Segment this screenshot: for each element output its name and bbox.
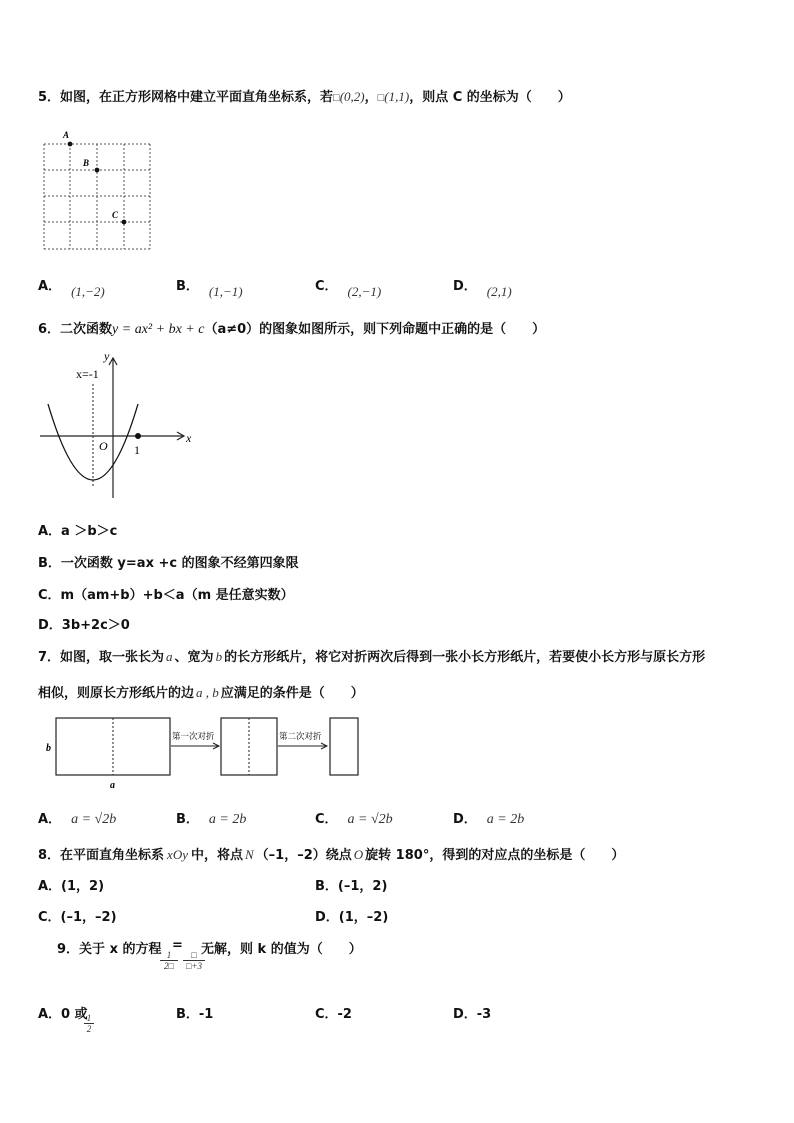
q6-axis-line-label: x=-1 bbox=[76, 367, 99, 381]
point-b-label: B bbox=[83, 158, 90, 168]
q5-coord-b: (1,1) bbox=[384, 89, 410, 104]
q9-option-c: C．-2 bbox=[315, 1007, 352, 1022]
q8-stem-text-c: （–1，–2）绕点 bbox=[255, 848, 352, 863]
q5-stem-text-b: ，则点 C 的坐标为（ ） bbox=[409, 90, 571, 105]
q9-frac1-numerator: 1 bbox=[166, 950, 172, 960]
q5-option-b-value: (1,−1) bbox=[208, 284, 243, 299]
q7-vars-ab: a , b bbox=[196, 685, 219, 700]
q7-option-d-value: a = 2b bbox=[486, 812, 525, 827]
q7-option-b-letter: B． bbox=[176, 812, 199, 827]
q8-option-b: B．(–1，2) bbox=[315, 879, 388, 894]
q5-option-b bbox=[176, 275, 243, 299]
q6-stem bbox=[38, 318, 545, 338]
q7-option-d bbox=[453, 808, 524, 828]
q8-option-c: C．(–1，–2) bbox=[38, 910, 117, 925]
q7-line1-text-c: 的长方形纸片，将它对折两次后得到一张小长方形纸片，若要使小长方形与原长方形 bbox=[224, 650, 706, 665]
point-a-label: A bbox=[63, 130, 70, 140]
q6-option-c: C．m（am+b）+b＜a（m 是任意实数） bbox=[38, 588, 294, 603]
point-c-dot bbox=[122, 220, 127, 225]
q7-line1 bbox=[38, 646, 705, 665]
q7-option-b-value: a = 2b bbox=[208, 812, 247, 827]
q7-option-a-value: a = √2b bbox=[71, 812, 117, 827]
q6-x-label: x bbox=[186, 431, 192, 445]
q6-stem-text-b: （a≠0）的图象如图所示，则下列命题中正确的是（ ） bbox=[204, 322, 546, 337]
q6-formula: y = ax² + bx + c bbox=[112, 322, 205, 337]
q9-frac2-numerator: □ bbox=[191, 950, 197, 960]
q5-option-a-letter: A． bbox=[38, 279, 62, 294]
q9-option-a-frac-num: 1 bbox=[86, 1013, 92, 1023]
q6-one-label: 1 bbox=[134, 443, 140, 457]
q8-option-a: A．(1，2) bbox=[38, 879, 105, 894]
q7-option-c-value: a = √2b bbox=[347, 812, 393, 827]
q7-fold1-label: 第一次对折 bbox=[172, 731, 215, 741]
q9-option-a-frac-den: 2 bbox=[84, 1023, 94, 1035]
q5-option-c-value: (2,−1) bbox=[347, 284, 382, 299]
q5-sep: ， bbox=[364, 90, 378, 105]
q9-option-b: B．-1 bbox=[176, 1007, 214, 1022]
q6-point-one bbox=[135, 433, 141, 439]
q7-option-a bbox=[38, 808, 116, 828]
q5-stem: 5．如图，在正方形网格中建立平面直角坐标系，若□(0,2)，□(1,1)，则点 C 的坐标为（ ） bbox=[38, 89, 571, 105]
q8-stem-text-b: 中，将点 bbox=[190, 848, 243, 863]
q5-option-a-value: (1,−2) bbox=[71, 284, 105, 299]
q8-point-n: N bbox=[245, 847, 254, 862]
q5-grid-figure bbox=[38, 128, 158, 256]
q6-y-label: y bbox=[104, 349, 110, 363]
q8-stem-text-d: 旋转 180°，得到的对应点的坐标是（ ） bbox=[365, 848, 625, 863]
q7-var-a: a bbox=[166, 649, 173, 664]
q7-line1-text-b: 、宽为 bbox=[174, 650, 214, 665]
q7-line1-text-a: 7．如图，取一张长为 bbox=[38, 650, 165, 665]
q7-var-b: b bbox=[215, 649, 223, 664]
q6-parabola-graph bbox=[36, 346, 201, 504]
q5-option-b-letter: B． bbox=[176, 279, 199, 294]
q9-stem-a: 9．关于 x 的方程 bbox=[57, 942, 162, 957]
q7-option-a-letter: A． bbox=[38, 812, 62, 827]
q8-option-d: D．(1，–2) bbox=[315, 910, 389, 925]
q7-option-d-letter: D． bbox=[453, 812, 477, 827]
q7-side-a-label: a bbox=[110, 780, 115, 791]
q9-equals: = bbox=[172, 938, 183, 953]
q7-line2-text-a: 相似，则原长方形纸片的边 bbox=[38, 686, 195, 701]
q6-option-a: A．a ＞b＞c bbox=[38, 524, 118, 539]
q8-xoy: xOy bbox=[167, 847, 188, 862]
q9-option-d: D．-3 bbox=[453, 1007, 492, 1022]
q5-coord-a: (0,2) bbox=[339, 89, 365, 104]
point-c-label: C bbox=[112, 210, 119, 220]
q5-option-d-value: (2,1) bbox=[486, 284, 512, 299]
q9-option-a bbox=[38, 1003, 88, 1022]
q7-fold2-label: 第二次对折 bbox=[279, 731, 322, 741]
q5-option-d-letter: D． bbox=[453, 279, 477, 294]
q5-option-a bbox=[38, 275, 105, 299]
q9-frac2-denominator: □+3 bbox=[183, 960, 205, 972]
q6-origin-label: O bbox=[99, 439, 108, 453]
q5-option-d bbox=[453, 275, 512, 299]
q7-line2-text-b: 应满足的条件是（ ） bbox=[220, 686, 364, 701]
q5-option-c bbox=[315, 275, 382, 299]
q8-point-o: O bbox=[353, 847, 364, 862]
q8-stem-text-a: 8．在平面直角坐标系 bbox=[38, 848, 165, 863]
q9-option-a-letter: A．0 或 bbox=[38, 1007, 88, 1022]
q7-option-c bbox=[315, 808, 393, 828]
point-b-dot bbox=[95, 168, 100, 173]
q7-option-c-letter: C． bbox=[315, 812, 338, 827]
q9-fraction-left bbox=[160, 950, 178, 972]
point-a-dot bbox=[68, 142, 73, 147]
q7-option-b bbox=[176, 808, 246, 828]
q7-line2 bbox=[38, 682, 364, 701]
q9-frac1-denominator: 2□ bbox=[160, 960, 178, 972]
q6-option-d: D．3b+2c＞0 bbox=[38, 618, 130, 633]
q6-option-b: B．一次函数 y=ax +c 的图象不经第四象限 bbox=[38, 556, 299, 571]
q6-stem-text-a: 6．二次函数 bbox=[38, 322, 113, 337]
q7-folding-figure bbox=[40, 710, 365, 794]
q8-stem bbox=[38, 844, 624, 863]
q5-stem-text-a: 5．如图，在正方形网格中建立平面直角坐标系，若 bbox=[38, 90, 334, 105]
q5-option-c-letter: C． bbox=[315, 279, 338, 294]
q9-stem-b: 无解，则 k 的值为（ ） bbox=[201, 942, 362, 957]
q9-option-a-fraction bbox=[84, 1013, 94, 1035]
q7-side-b-label: b bbox=[46, 743, 51, 754]
